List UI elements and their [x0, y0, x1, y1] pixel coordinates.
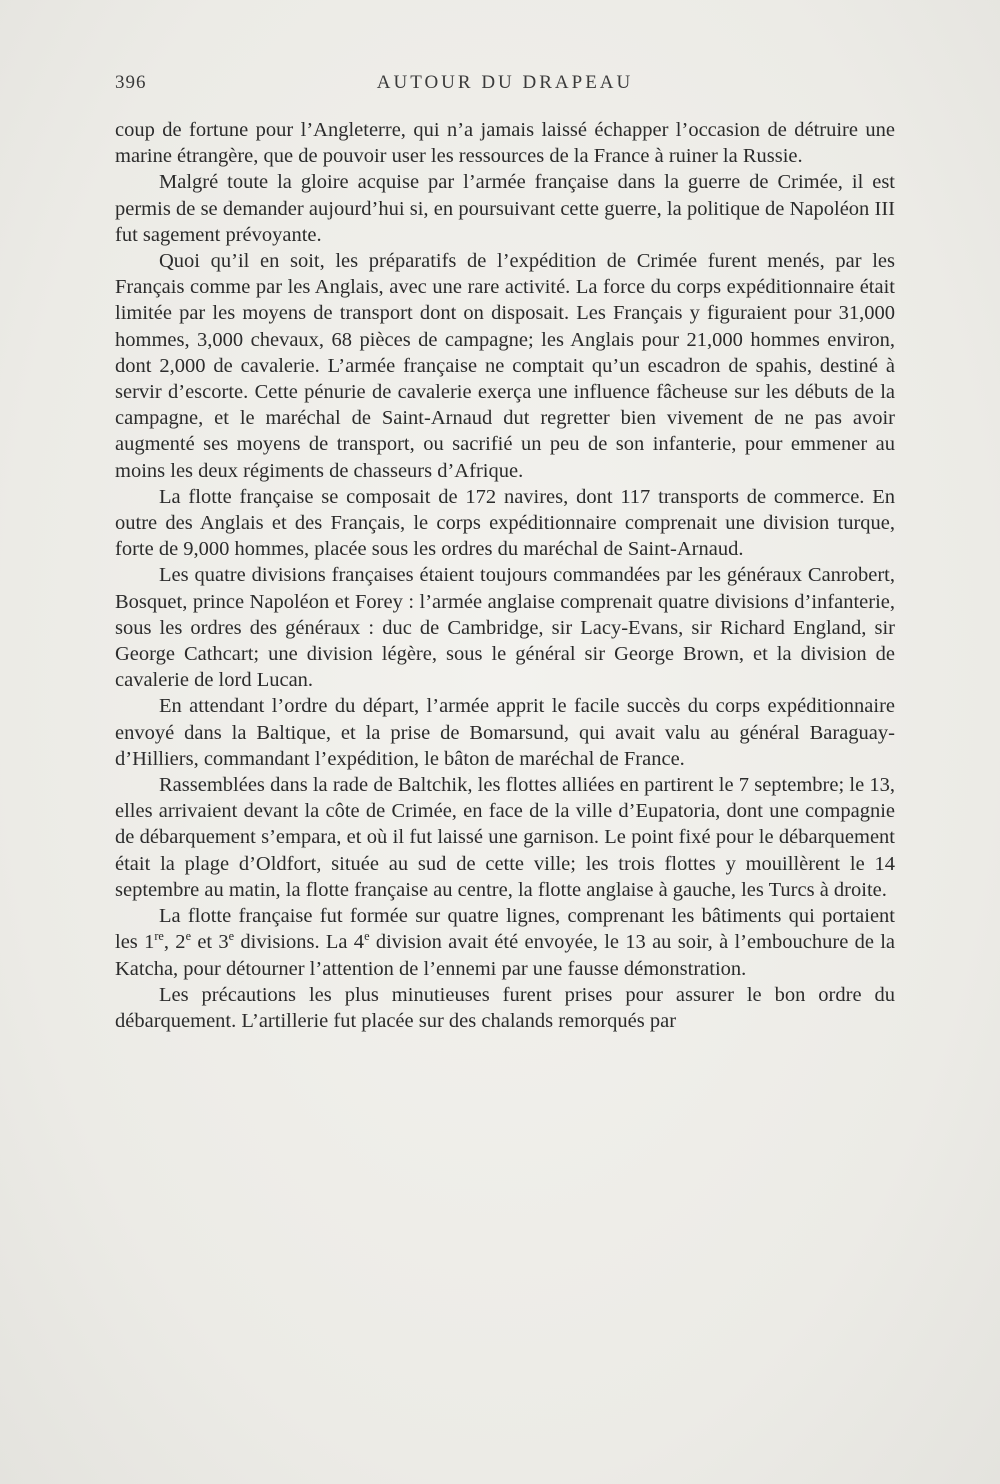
- paragraph-3: Quoi qu’il en soit, les préparatifs de l’expédition de Crimée furent menés, par les Français comme par les Anglais, avec une rare activité. La force du corps expéditionnaire était limitée par les moyens de transport dont on disposait. Les Français y figuraient pour 31,000 hommes, 3,000 chevaux, 68 pièces de campagne; les Anglais pour 21,000 hommes environ, dont 2,000 de cavalerie. L’armée française ne comptait qu’un escadron de spahis, destiné à servir d’escorte. Cette pénurie de cavalerie exerça une influence fâcheuse sur les débuts de la campagne, et le maréchal de Saint-Arnaud dut regretter bien vivement de ne pas avoir augmenté ses moyens de transport, ou sacrifié un peu de son infanterie, pour emmener au moins les deux régiments de chasseurs d’Afrique.: [115, 250, 895, 482]
- running-head: AUTOUR DU DRAPEAU: [376, 72, 634, 93]
- para8-sup-2: e: [185, 929, 192, 944]
- page-header: [115, 72, 895, 102]
- body-text: [115, 117, 895, 1034]
- paragraph-1: coup de fortune pour l’Angleterre, qui n’a jamais laissé échapper l’occasion de détruire une marine étrangère, que de pouvoir user les ressources de la France à ruiner la Russie.: [115, 119, 895, 168]
- paragraph-4: La flotte française se composait de 172 navires, dont 117 transports de commerce. En outre des Anglais et des Français, le corps expéditionnaire comprenait une division turque, forte de 9,000 hommes, placée sous les ordres du maréchal de Saint-Arnaud.: [115, 485, 895, 561]
- para8-text-a: La flotte française fut formée sur quatre lignes, comprenant les bâtiments qui portaient les 1: [115, 905, 895, 954]
- page-number: 396: [115, 72, 147, 93]
- paragraph-8: [115, 903, 895, 982]
- para8-sup-4: e: [364, 929, 370, 944]
- para8-sup-3: e: [228, 929, 235, 944]
- paragraph-6: En attendant l’ordre du départ, l’armée apprit le facile succès du corps expéditionnaire envoyé dans la Baltique, et la prise de Bomarsund, qui avait valu au général Baraguay-d’Hilliers, commandant l’expédition, le bâton de maréchal de France.: [115, 695, 895, 770]
- para8-text-c: et 3: [191, 931, 229, 954]
- para8-text-d: divisions. La 4: [234, 931, 365, 954]
- para8-sup-1: re: [154, 929, 164, 944]
- para8-text-e: division avait été envoyée, le 13 au soir, à l’embouchure de la Katcha, pour détourner l’attention de l’ennemi par une fausse démonstration.: [115, 931, 896, 980]
- paragraph-7: Rassemblées dans la rade de Baltchik, les flottes alliées en partirent le 7 septembre; le 13, elles arrivaient devant la côte de Crimée, en face de la ville d’Eupatoria, dont une compagnie de débarquement s’empara, et où il fut laissé une garnison. Le point fixé pour le débarquement était la plage d’Oldfort, située au sud de cette ville; les trois flottes y mouillèrent le 14 septembre au matin, la flotte française au centre, la flotte anglaise à gauche, les Turcs à droite.: [115, 774, 895, 901]
- para8-text-b: , 2: [163, 931, 186, 954]
- paragraph-5: Les quatre divisions françaises étaient toujours commandées par les généraux Canrobert, Bosquet, prince Napoléon et Forey : l’armée anglaise comprenait quatre divisions d’infanterie, sous les ordres des généraux : duc de Cambridge, sir Lacy-Evans, sir Richard England, sir George Cathcart; une division légère, sous le général sir George Brown, et la division de cavalerie de lord Lucan.: [115, 564, 895, 692]
- paragraph-9: Les précautions les plus minutieuses furent prises pour assurer le bon ordre du débarquement. L’artillerie fut placée sur des chalands remorqués par: [115, 983, 895, 1032]
- paragraph-2: Malgré toute la gloire acquise par l’armée française dans la guerre de Crimée, il est permis de se demander aujourd’hui si, en poursuivant cette guerre, la politique de Napoléon III fut sagement prévoyante.: [115, 171, 895, 246]
